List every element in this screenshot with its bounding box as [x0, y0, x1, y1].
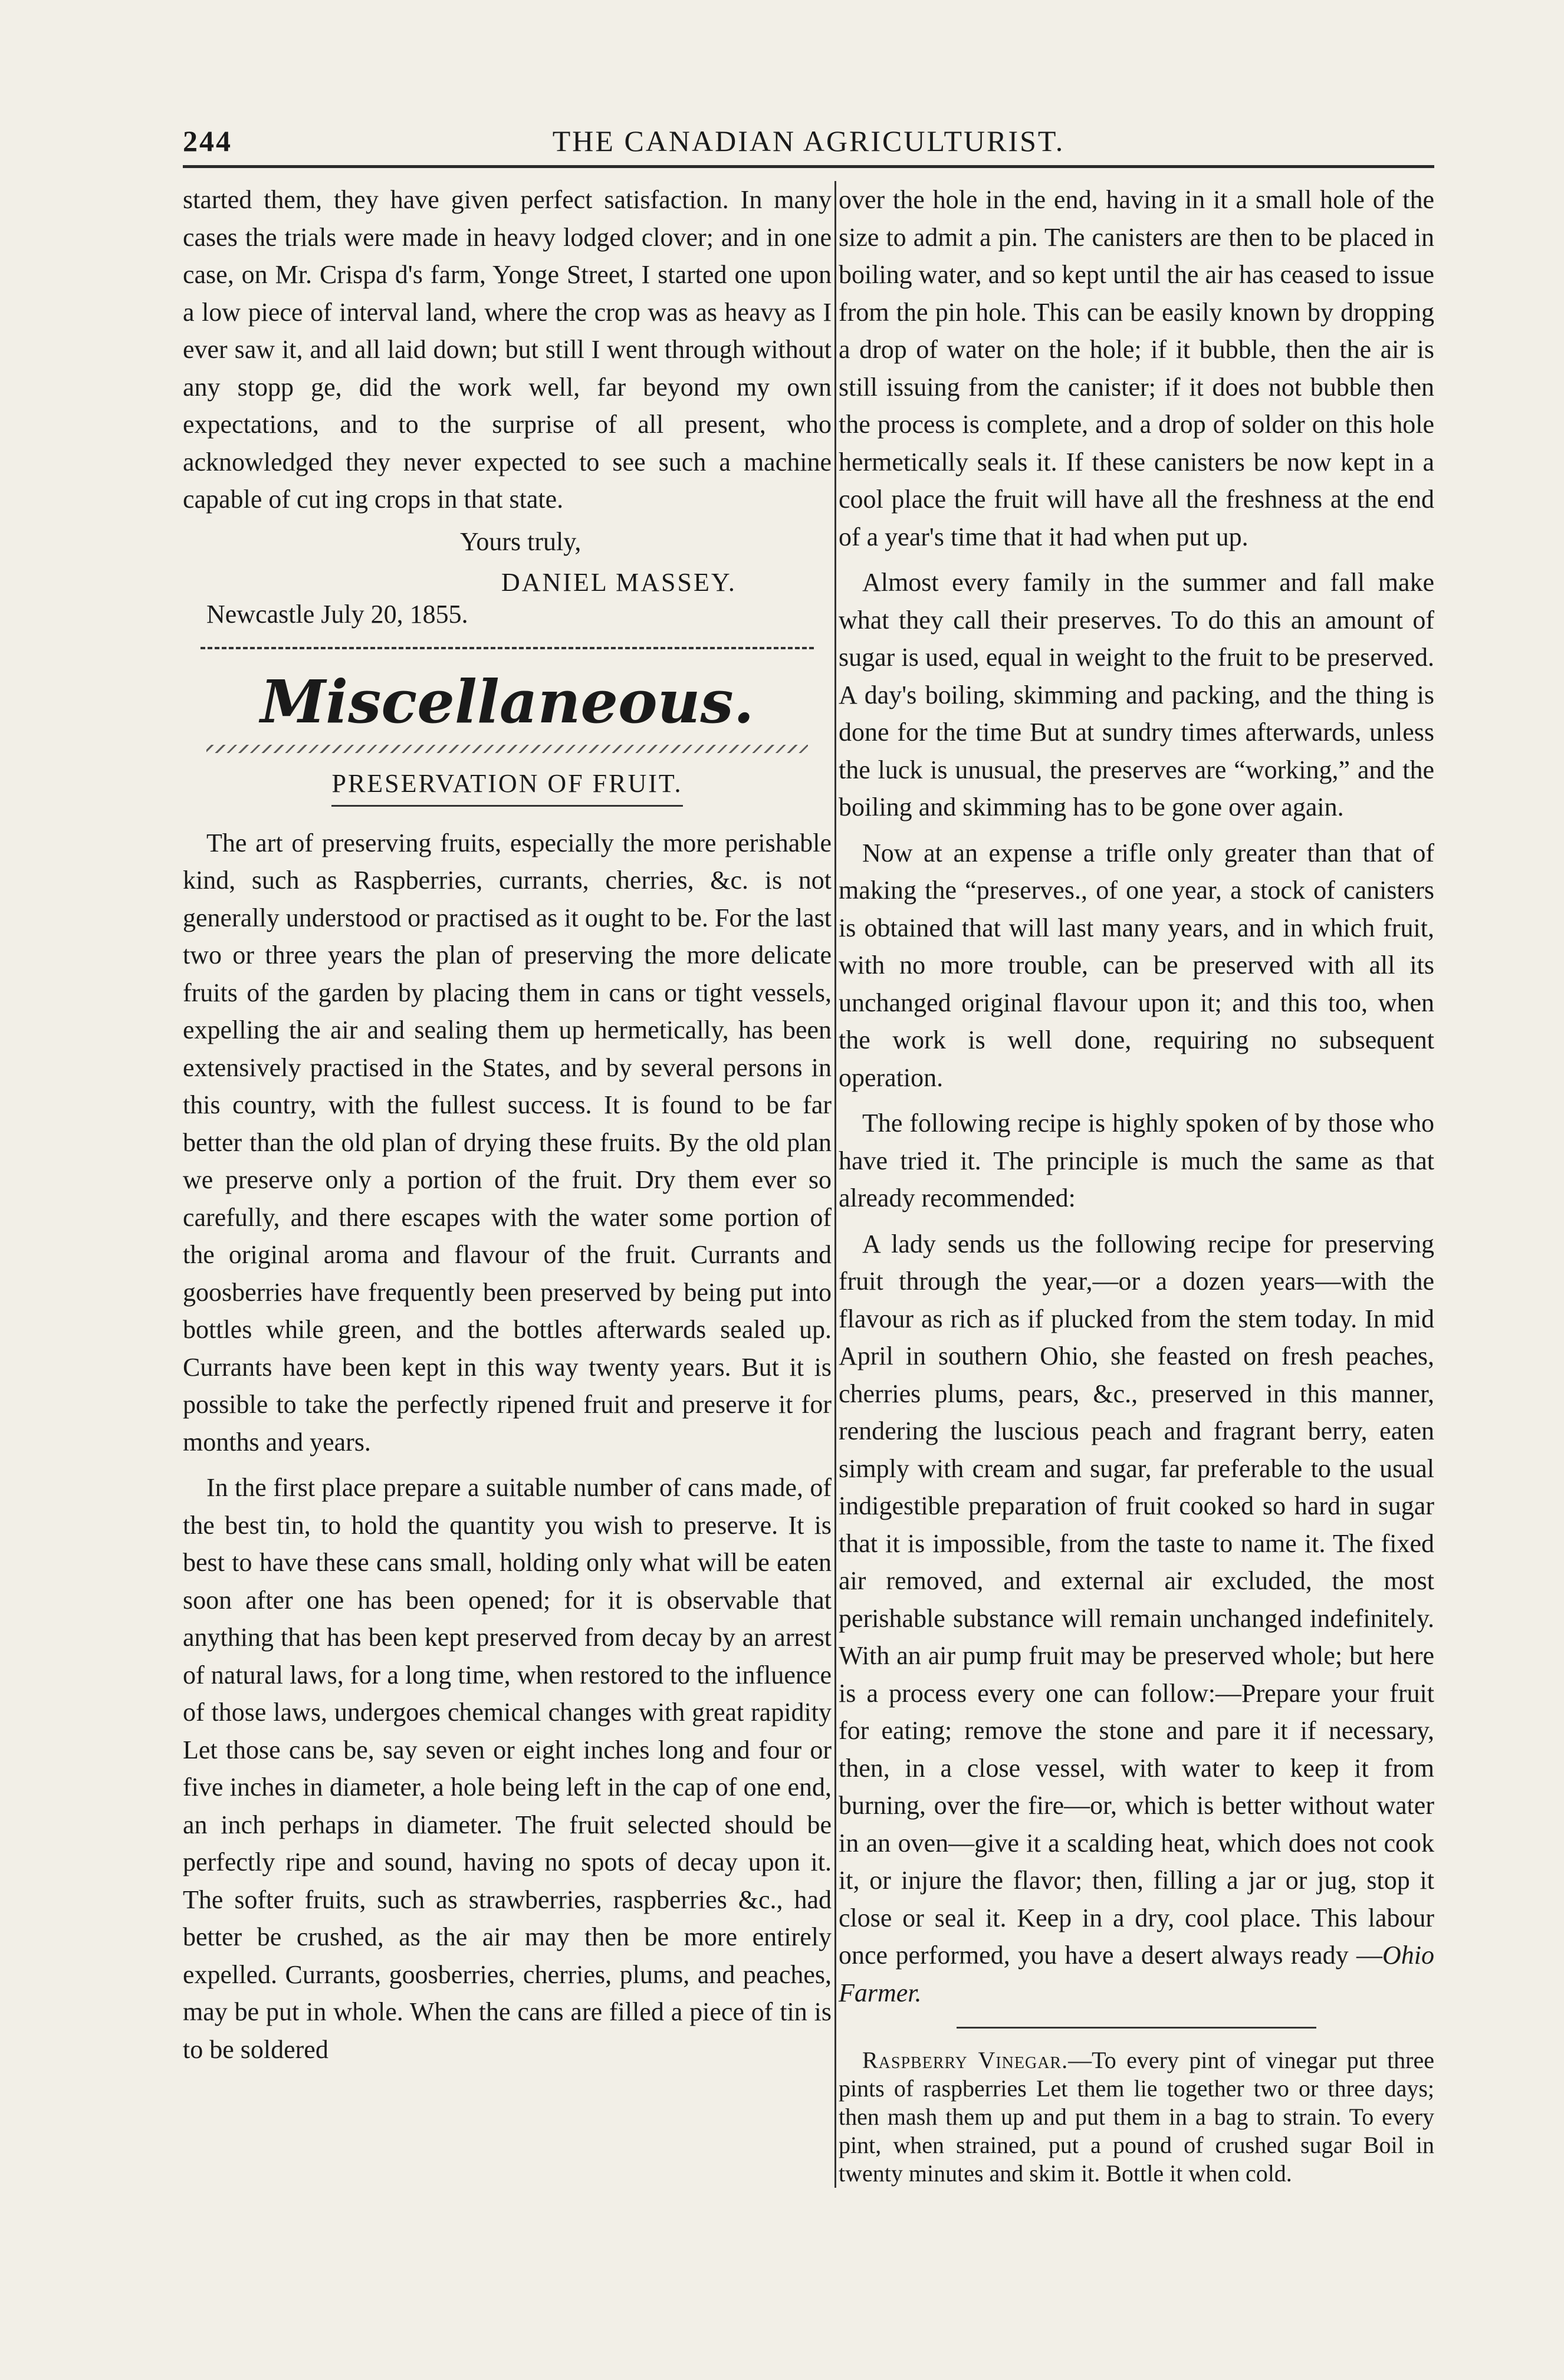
article-paragraph-7 — [839, 1225, 1434, 2012]
article-paragraph-3: over the hole in the end, having in it a small hole of the size to admit a pin. The canisters are then to be placed in boiling water, and so kept until the air has ceased to issue from the pin hole. This can be easily known by dropping a drop of water on the hole; if it bubble, then the air is still issuing from the canister; if it does not bubble then the process is complete, and a drop of solder on this hole hermetically seals it. If these canisters be now kept in a cool place the fruit will have all the freshness at the end of a year's time that it had when put up. — [839, 185, 1434, 551]
article-source: Ohio Farmer. — [839, 1941, 1434, 2007]
page-number: 244 — [183, 124, 232, 157]
left-column — [183, 181, 832, 2188]
article-paragraph-4: Almost every family in the summer and fall make what they call their preserves. To do this an amount of sugar is used, equal in weight to the fruit to be preserved. A day's boiling, skimming and packing, and the thing is done for the time But at sundry times afterwards, unless the luck is unusual, the preserves are “working,” and the boiling and skimming has to be gone over again. — [839, 568, 1434, 821]
solid-divider — [957, 2027, 1316, 2029]
two-column-body — [183, 181, 1434, 2188]
article-title — [183, 765, 832, 807]
dashed-divider — [201, 647, 814, 649]
article-paragraph-5: Now at an expense a trifle only greater than that of making the “preserves., of one year, a stock of canisters is obtained that will last many years, and in which fruit, with no more trouble, can be preserved with all its unchanged original flavour upon it; and this too, when the work is well done, requiring no subsequent operation. — [839, 838, 1434, 1092]
column-divider — [834, 181, 836, 2188]
letter-continuation: started them, they have given perfect satisfaction. In many cases the trials were made in heavy lodged clover; and in one case, on Mr. Crispa d's farm, Yonge Street, I started one upon a low piece of interval land, where the crop was as heavy as I ever saw it, and all laid down; but still I went through without any stopp ge, did the work well, far beyond my own expectations, and to the surprise of all present, who acknowledged they never expected to see such a machine capable of cut ing crops in that state. — [183, 185, 832, 514]
article-title-text: PRESERVATION OF FRUIT. — [331, 765, 682, 807]
running-head — [183, 124, 1434, 168]
article-paragraph-7-text: A lady sends us the following recipe for preserving fruit through the year,—or a dozen years—with the flavour as rich as if plucked from the stem today. In mid April in southern Ohio, she feasted on fresh peaches, cherries plums, pears, &c., preserved in this manner, rendering the luscious peach and fragrant berry, eaten simply with cream and sugar, far preferable to the usual indigestible preparation of fruit cooked so hard in sugar that it is impossible, from the taste to name it. The fixed air removed, and external air excluded, the most perishable substance will remain unchanged indefinitely. With an air pump fruit may be preserved whole; but here is a process every one can follow:—Prepare your fruit for eating; remove the stone and pare it if necessary, then, in a close vessel, with water to keep it from burning, over the fire—or, which is better without water in an oven—give it a scalding heat, which does not cook it, or injure the flavor; then, filling a jar or jug, stop it close or seal it. Keep in a dry, cool place. This labour once performed, you have a desert always ready — — [839, 1229, 1434, 1970]
letter-signoff — [183, 523, 832, 633]
section-heading: Miscellaneous. — [260, 667, 754, 737]
article-paragraph-2: In the first place prepare a suitable number of cans made, of the best tin, to hold the quantity you wish to preserve. It is best to have these cans small, holding only what will be eaten soon after one has been opened; for it is observable that anything that has been kept preserved from decay by an arrest of natural laws, for a long time, when restored to the influence of those laws, undergoes chemical changes with great rapidity Let those cans be, say seven or eight inches long and four or five inches in diameter, a hole being left in the cap of one end, an inch perhaps in diameter. The fruit selected should be perfectly ripe and sound, having no spots of decay upon it. The softer fruits, such as strawberries, raspberries &c., had better be crushed, as the air may then be more entirely expelled. Currants, goosberries, cherries, plums, and peaches, may be put in whole. When the cans are filled a piece of tin is to be soldered — [183, 1473, 832, 2064]
recipe-note — [839, 2046, 1434, 2188]
article-paragraph-6: The following recipe is highly spoken of by those who have tried it. The principle is much the same as that already recommended: — [839, 1109, 1434, 1212]
right-column — [839, 181, 1434, 2188]
letter-dateline: Newcastle July 20, 1855. — [206, 599, 468, 629]
letter-signature: DANIEL MASSEY. — [501, 568, 737, 597]
wavy-divider — [206, 745, 808, 753]
letter-closing: Yours truly, — [460, 527, 581, 556]
journal-title: THE CANADIAN AGRICULTURIST. — [552, 124, 1065, 157]
article-paragraph-1: The art of preserving fruits, especially the more perishable kind, such as Raspberries, currants, cherries, &c. is not generally understood or practised as it ought to be. For the last two or three years the plan of preserving the more delicate fruits of the garden by placing them in cans or tight vessels, expelling the air and sealing them up hermetically, has been extensively practised in the States, and by several persons in this country, with the fullest success. It is found to be far better than the old plan of drying these fruits. By the old plan we preserve only a portion of the fruit. Dry them ever so carefully, and there escapes with the water some portion of the original aroma and flavour of the fruit. Currants and goosberries have frequently been preserved by being put into bottles while green, and the bottles afterwards sealed up. Currants have been kept in this way twenty years. But it is possible to take the perfectly ripened fruit and preserve it for months and years. — [183, 828, 832, 1457]
recipe-title: Raspberry Vinegar. — [862, 2047, 1069, 2073]
recipe-text: —To every pint of vinegar put three pints of raspberries Let them lie together two or three days; then mash them up and put them in a bag to strain. To every pint, when strained, put a pound of crushed sugar Boil in twenty minutes and skim it. Bottle it when cold. — [839, 2047, 1435, 2187]
